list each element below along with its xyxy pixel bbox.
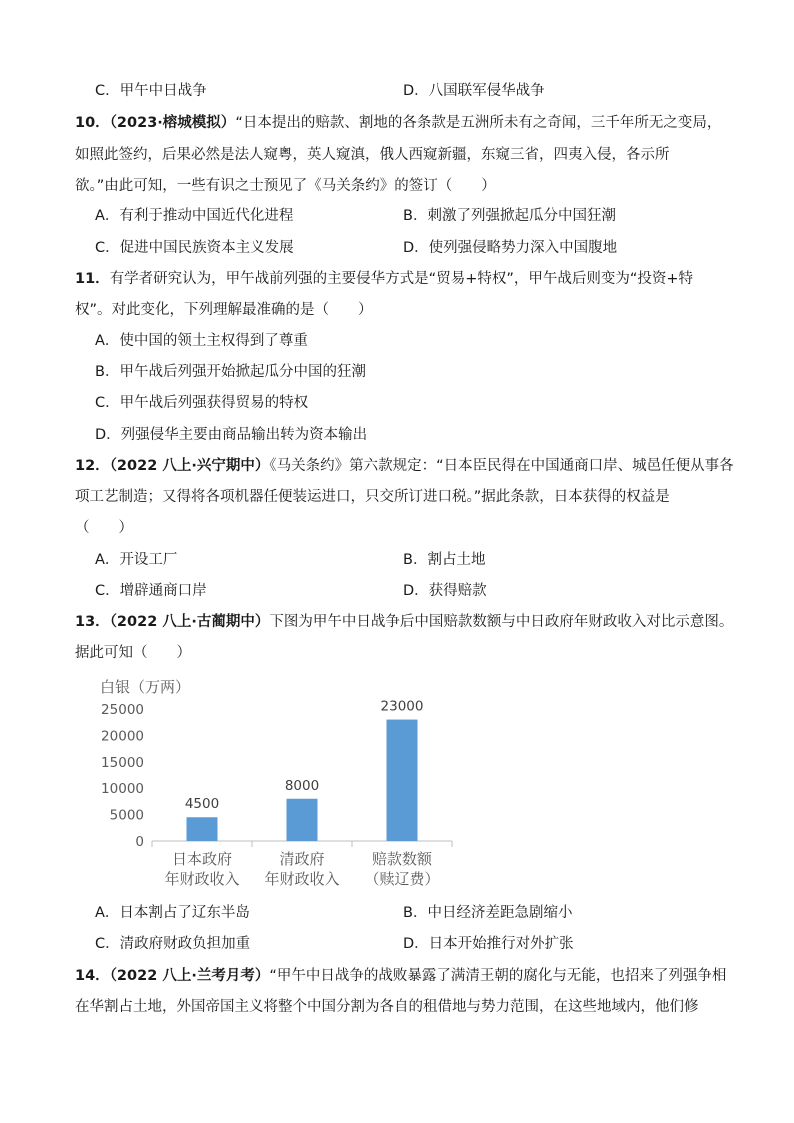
q13-text: 下图为甲午中日战争后中国赔款数额与中日政府年财政收入对比示意图。 bbox=[269, 614, 734, 630]
y-tick-label: 25000 bbox=[101, 702, 144, 718]
q10-stem-line2: 如照此签约，后果必然是法人窥粤，英人窥滇，俄人西窥新疆，东窥三省，四夷入侵，各示所 bbox=[75, 147, 670, 163]
y-tick-label: 5000 bbox=[109, 807, 144, 824]
q13-option-a: A．日本割占了辽东半岛 bbox=[95, 905, 250, 921]
q10-option-d: D．使列强侵略势力深入中国腹地 bbox=[403, 240, 618, 256]
q14-stem-line1 bbox=[75, 966, 726, 986]
q11-stem-line2: 权”。对此变化，下列理解最准确的是（ ） bbox=[75, 302, 373, 318]
q12-text: 《马关条约》第六款规定：“日本臣民得在中国通商口岸、城邑任便从事各 bbox=[269, 458, 734, 474]
category-label: 赔款数额 bbox=[371, 850, 433, 868]
q14-source: （2022 八上·兰考月考） bbox=[109, 968, 270, 984]
q12-option-c: C．增辟通商口岸 bbox=[95, 583, 207, 599]
q10-stem-line3: 欲。”由此可知，一些有识之士预见了《马关条约》的签订（ ） bbox=[75, 178, 496, 194]
bar bbox=[187, 817, 218, 841]
q14-number: 14． bbox=[75, 968, 110, 984]
q10-text: “日本提出的赔款、割地的各条款是五洲所未有之奇闻，三千年所无之变局， bbox=[235, 115, 722, 131]
q10-source: （2023·榕城模拟） bbox=[109, 115, 236, 131]
q12-stem-line3: （ ） bbox=[75, 520, 133, 536]
category-label: 清政府 bbox=[279, 850, 325, 868]
data-label: 4500 bbox=[184, 796, 220, 813]
q12-option-b: B．割占土地 bbox=[403, 552, 486, 568]
y-tick-label: 10000 bbox=[101, 781, 144, 798]
bar bbox=[287, 799, 318, 841]
q13-option-b: B．中日经济差距急剧缩小 bbox=[403, 905, 573, 921]
y-tick-label: 0 bbox=[135, 834, 144, 850]
q12-option-a: A．开设工厂 bbox=[95, 552, 178, 568]
category-label: 日本政府 bbox=[171, 850, 233, 868]
q10-stem-line1 bbox=[75, 113, 721, 133]
q14-text: “甲午中日战争的战败暴露了满清王朝的腐化与无能，也招来了列强争相 bbox=[269, 968, 727, 984]
data-label: 23000 bbox=[380, 698, 424, 715]
q12-source: （2022 八上·兴宁期中） bbox=[109, 458, 270, 474]
q11-option-d: D．列强侵华主要由商品输出转为资本输出 bbox=[95, 427, 368, 443]
q13-number: 13． bbox=[75, 614, 110, 630]
category-label: （赎辽费） bbox=[364, 870, 440, 888]
q13-stem-line1 bbox=[75, 612, 733, 632]
y-tick-label: 15000 bbox=[101, 754, 144, 771]
y-tick-label: 20000 bbox=[101, 728, 144, 745]
data-label: 8000 bbox=[284, 777, 320, 794]
q9-option-d: D．八国联军侵华战争 bbox=[403, 83, 545, 99]
y-axis-label: 白银（万两） bbox=[100, 678, 191, 696]
q12-stem-line1 bbox=[75, 456, 734, 476]
q13-source: （2022 八上·古蔺期中） bbox=[109, 614, 270, 630]
category-label: 年财政收入 bbox=[164, 870, 240, 888]
q11-number: 11． bbox=[75, 271, 110, 287]
q10-option-a: A．有利于推动中国近代化进程 bbox=[95, 208, 294, 224]
q12-number: 12． bbox=[75, 458, 110, 474]
bar bbox=[387, 720, 418, 841]
bar-chart bbox=[90, 672, 470, 894]
q10-number: 10． bbox=[75, 115, 110, 131]
q10-option-b: B．刺激了列强掀起瓜分中国狂潮 bbox=[403, 208, 616, 224]
q11-option-b: B．甲午战后列强开始掀起瓜分中国的狂潮 bbox=[95, 364, 366, 380]
q10-option-c: C．促进中国民族资本主义发展 bbox=[95, 240, 294, 256]
q13-stem-line2: 据此可知（ ） bbox=[75, 645, 191, 661]
q11-option-c: C．甲午战后列强获得贸易的特权 bbox=[95, 395, 309, 411]
q13-option-d: D．日本开始推行对外扩张 bbox=[403, 936, 574, 952]
q9-option-c: C．甲午中日战争 bbox=[95, 83, 207, 99]
q14-stem-line2: 在华割占土地，外国帝国主义将整个中国分割为各自的租借地与势力范围，在这些地域内，他们修 bbox=[75, 999, 699, 1015]
category-label: 年财政收入 bbox=[264, 870, 340, 888]
q12-stem-line2: 项工艺制造；又得将各项机器任便装运进口，只交所订进口税。”据此条款，日本获得的权益是 bbox=[75, 489, 670, 505]
q11-stem-line1 bbox=[75, 269, 693, 289]
q11-option-a: A．使中国的领土主权得到了尊重 bbox=[95, 333, 308, 349]
q13-option-c: C．清政府财政负担加重 bbox=[95, 936, 251, 952]
q12-option-d: D．获得赔款 bbox=[403, 583, 487, 599]
q11-text: 有学者研究认为，甲午战前列强的主要侵华方式是“贸易+特权”，甲午战后则变为“投资+特 bbox=[109, 271, 694, 287]
